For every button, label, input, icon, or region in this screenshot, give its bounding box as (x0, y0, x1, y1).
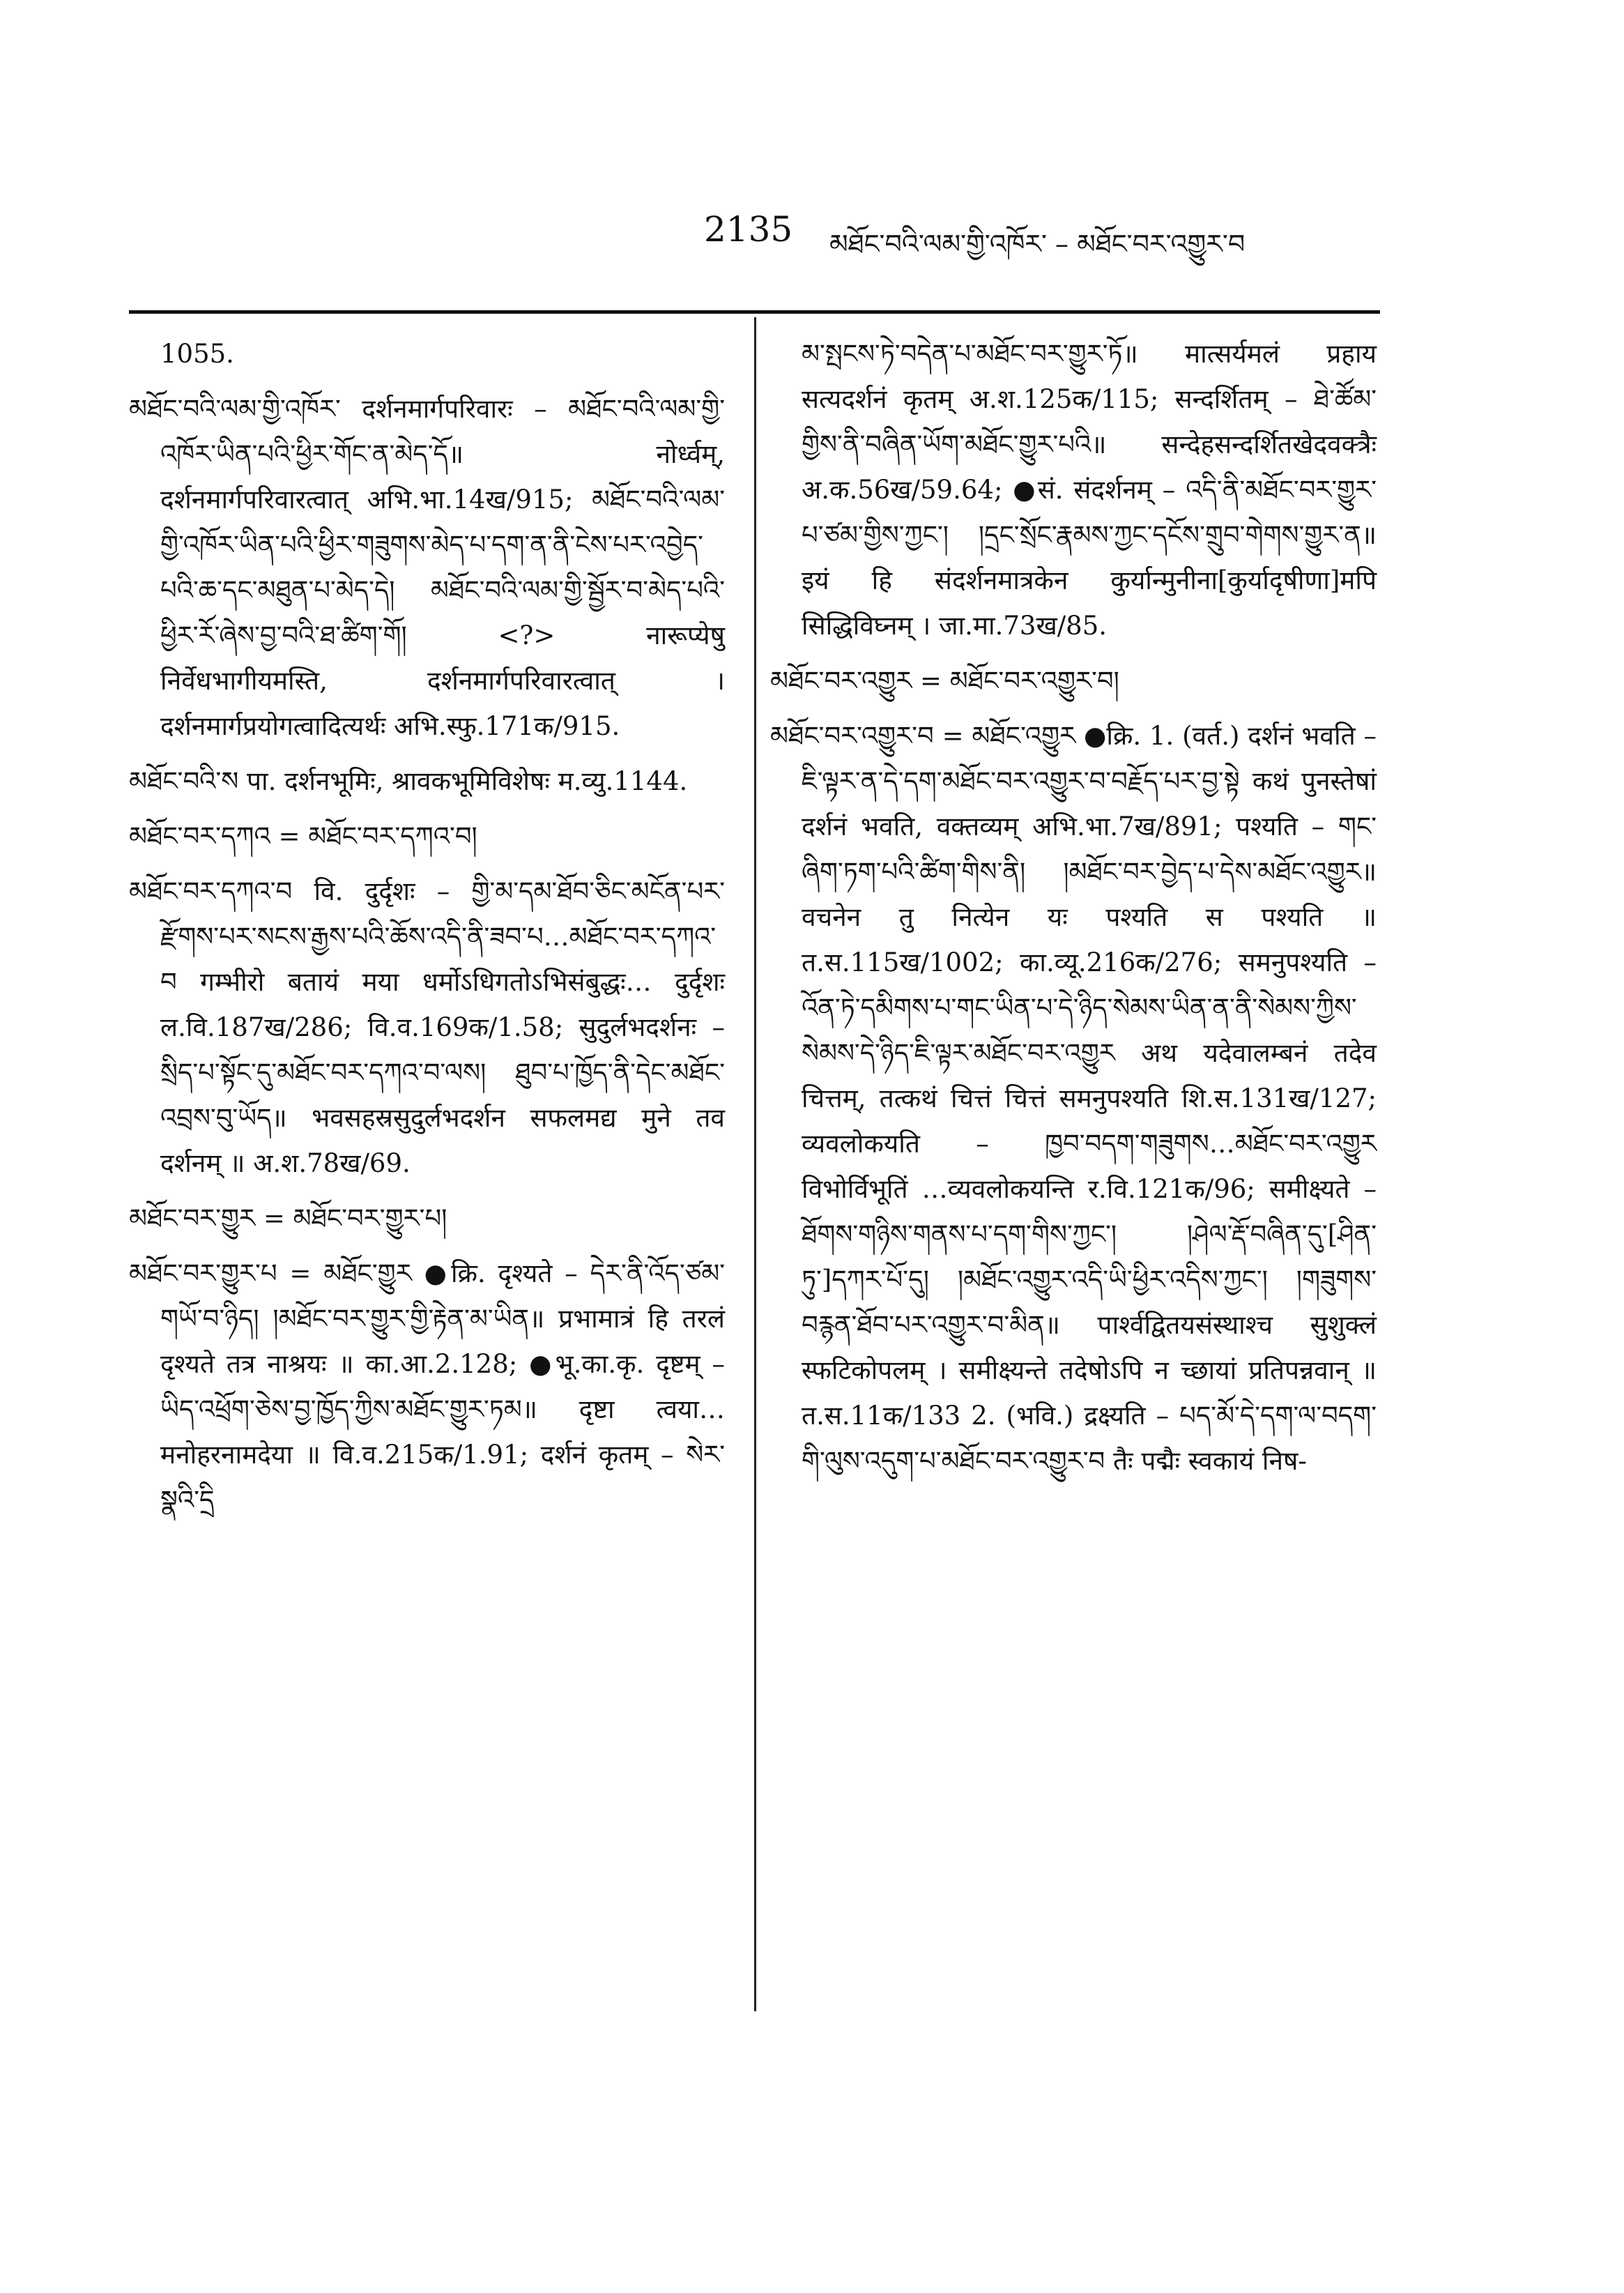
dictionary-entry: མཐོང་བར་དཀའ = མཐོང་བར་དཀའ་བ། (129, 821, 477, 851)
dictionary-entry: མཐོང་བར་འགྱུར = མཐོང་བར་འགྱུར་བ། (770, 666, 1119, 696)
dictionary-entry: མཐོང་བར་གྱུར་པ = མཐོང་གྱུར ●क्रि. दृश्यते – དེར་ནི་འོད་ཙམ་གཡོ་བ་ཉིད། །མཐོང་བར་གྱུར་གྱི་རྟེན་མ་ཡིན॥ प्रभामात्रं हि तरलं दृश्यते तत्र नाश्रयः ॥ का.आ.2.128; ●भू.का.कृ. दृष्टम् – ཡིད་འཕྲོག་ཅེས་བྱ་ཁྱོད་ཀྱིས་མཐོང་གྱུར་ཏམ॥ दृष्टा त्वया…मनोहरनामदेया ॥ वि.व.215क/1.91; दर्शनं कृतम् – སེར་སྣའི་དྲི (129, 1258, 725, 1515)
page-number: 2135 (704, 209, 793, 250)
dictionary-entry: མཐོང་བར་དཀའ་བ वि. दुर्दृशः – གྱི་མ་དམ་ཐོབ་ཅིང་མངོན་པར་རྫོགས་པར་སངས་རྒྱས་པའི་ཆོས་འདི་ནི་ཟབ་པ…མཐོང་བར་དཀའ་བ गम्भीरो बतायं मया धर्मोऽधिगतोऽभिसंबुद्धः… दुर्दृशः ल.वि.187ख/286; वि.व.169क/1.58; सुदुर्लभदर्शनः – སྲིད་པ་སྟོང་དུ་མཐོང་བར་དཀའ་བ་ལས། ཐུབ་པ་ཁྱོད་ནི་དེང་མཐོང་འབྲས་བུ་ཡོད॥ भवसहस्रसुदुर्लभदर्शन सफलमद्य मुने तव दर्शनम् ॥ अ.श.78ख/69. (129, 876, 725, 1178)
right-column (770, 331, 1377, 1493)
entry-continuation: མ་སྤངས་ཏེ་བདེན་པ་མཐོང་བར་གྱུར་ཏོ॥ मात्सर्यमलं प्रहाय सत्यदर्शनं कृतम् अ.श.125क/115; सन्दर्शितम् – ཐེ་ཚོམ་གྱིས་ནི་བཞིན་ཡོག་མཐོང་གྱུར་པའི॥ सन्देहसन्दर्शितखेदवक्त्रैः अ.क.56ख/59.64; ●सं. संदर्शनम् – འདི་ནི་མཐོང་བར་གྱུར་པ་ཙམ་གྱིས་ཀྱང་། །དྲང་སྲོང་རྣམས་ཀྱང་དངོས་གྲུབ་གེགས་གྱུར་ན॥ इयं हि संदर्शनमात्रकेन कुर्यान्मुनीना[कुर्यादृषीणा]मपि सिद्धिविघ्नम् । जा.मा.73ख/85. (802, 339, 1377, 641)
dictionary-entry: མཐོང་བར་འགྱུར་བ = མཐོང་འགྱུར ●क्रि. 1. (वर्त.) दर्शनं भवति – ཇི་ལྟར་ན་དེ་དག་མཐོང་བར་འགྱུར་བ་བརྗོད་པར་བྱ་སྟེ कथं पुनस्तेषां दर्शनं भवति, वक्तव्यम् अभि.भा.7ख/891; पश्यति – གང་ཞིག་ཏག་པའི་ཚིག་གིས་ནི། །མཐོང་བར་བྱེད་པ་དེས་མཐོང་འགྱུར॥ वचनेन तु नित्येन यः पश्यति स पश्यति ॥ त.स.115ख/1002; का.व्यू.216क/276; समनुपश्यति – འོན་ཏེ་དམིགས་པ་གང་ཡིན་པ་དེ་ཉིད་སེམས་ཡིན་ན་ནི་སེམས་ཀྱིས་སེམས་དེ་ཉིད་ཇི་ལྟར་མཐོང་བར་འགྱུར अथ यदेवालम्बनं तदेव चित्तम्, तत्कथं चित्तं चित्तं समनुपश्यति शि.स.131ख/127; व्यवलोकयति – ཁྱབ་བདག་གཟུགས…མཐོང་བར་འགྱུར विभोर्विभूतिं …व्यवलोकयन्ति र.वि.121क/96; समीक्ष्यते – ཐོགས་གཉིས་གནས་པ་དག་གིས་ཀྱང་། །ཤེལ་རྡོ་བཞིན་དུ་[ཤིན་ཏུ་]དཀར་པོ་དུ། །མཐོང་འགྱུར་འདི་ཡི་ཕྱིར་འདིས་ཀྱང་། །གཟུགས་བརྙན་ཐོབ་པར་འགྱུར་བ་མིན॥ पार्श्वद्वितयसंस्थाश्च सुशुक्लं स्फटिकोपलम् । समीक्ष्यन्ते तदेषोऽपि न च्छायां प्रतिपन्नवान् ॥ त.स.11क/133 2. (भवि.) द्रक्ष्यति – པད་མོ་དེ་དག་ལ་བདག་གི་ལུས་འདུག་པ་མཐོང་བར་འགྱུར་བ तैः पद्मैः स्वकायं निष- (770, 721, 1377, 1476)
left-column (129, 331, 725, 1532)
dictionary-entry: མཐོང་བའི་ས पा. दर्शनभूमिः, श्रावकभूमिविशेषः म.व्यु.1144. (129, 766, 688, 796)
running-head: མཐོང་བའི་ལམ་གྱི་འཁོར་ – མཐོང་བར་འགྱུར་བ (829, 229, 1246, 259)
column-divider (754, 317, 756, 2011)
dictionary-entry: མཐོང་བར་གྱུར = མཐོང་བར་གྱུར་པ། (129, 1203, 447, 1233)
top-rule (129, 310, 1380, 314)
dictionary-entry: མཐོང་བའི་ལམ་གྱི་འཁོར་ दर्शनमार्गपरिवारः – མཐོང་བའི་ལམ་གྱི་འཁོར་ཡིན་པའི་ཕྱིར་གོང་ན་མེད་དོ॥ नोर्ध्वम्, दर्शनमार्गपरिवारत्वात् अभि.भा.14ख/915; མཐོང་བའི་ལམ་གྱི་འཁོར་ཡིན་པའི་ཕྱིར་གཟུགས་མེད་པ་དག་ན་ནི་ངེས་པར་འབྱེད་པའི་ཆ་དང་མཐུན་པ་མེད་དེ། མཐོང་བའི་ལམ་གྱི་སྦྱོར་བ་མེད་པའི་ཕྱིར་རོ་ཞེས་བྱ་བའི་ཐ་ཚིག་གོ། <?> नारूप्येषु निर्वेधभागीयमस्ति, दर्शनमार्गपरिवारत्वात् । दर्शनमार्गप्रयोगत्वादित्यर्थः अभि.स्फु.171क/915. (129, 394, 725, 741)
entry-continuation: 1055. (160, 339, 234, 369)
